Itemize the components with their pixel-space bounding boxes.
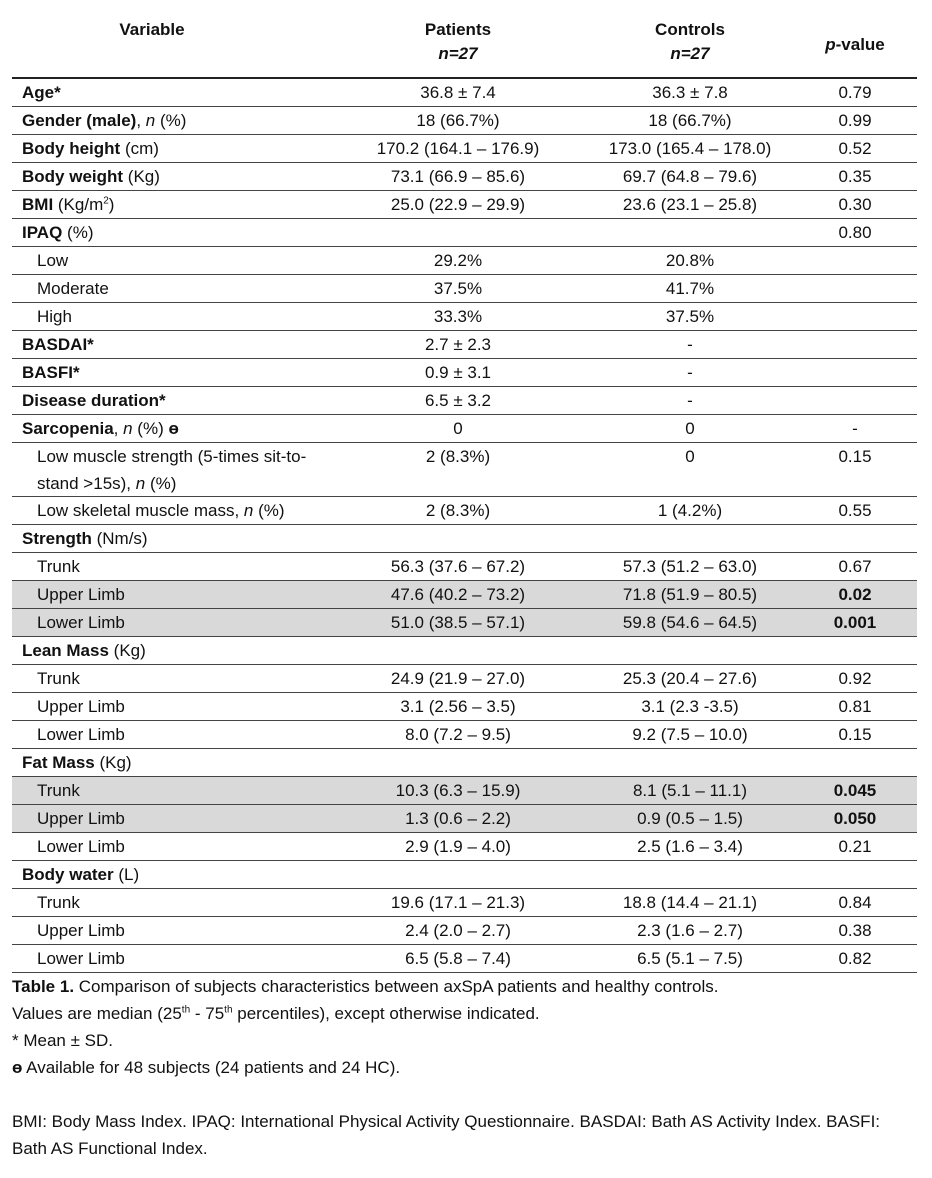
controls-cell: 9.2 (7.5 – 10.0) [632, 725, 748, 744]
variable-cell [12, 163, 332, 190]
header-p-italic: p [825, 35, 836, 54]
abbreviations-note: BMI: Body Mass Index. IPAQ: International Physical Activity Questionnaire. BASDAI: Bath AS Activity Index. BASFI: Bath AS Functional Index. [12, 1112, 881, 1158]
header-patients [358, 18, 558, 66]
table-row [12, 945, 917, 973]
controls-cell: 0 [685, 419, 695, 438]
variable-label-part: (%) [62, 223, 94, 242]
controls-cell: 71.8 (51.9 – 80.5) [622, 585, 758, 604]
patients-cell: 2.4 (2.0 – 2.7) [405, 921, 511, 940]
table-row [12, 79, 917, 107]
table-row [12, 107, 917, 135]
variable-label-part: Trunk [37, 781, 80, 800]
variable-label-part: Low muscle strength (5-times sit-to-stand >15s), [37, 447, 307, 493]
variable-label-part: ɵ [168, 419, 179, 438]
patients-cell: 36.8 ± 7.4 [420, 83, 496, 102]
patients-cell: 56.3 (37.6 – 67.2) [390, 557, 526, 576]
table-row [12, 553, 917, 581]
variable-label-part: Body water [22, 865, 114, 884]
variable-label-part: (Kg) [123, 167, 160, 186]
p-value-cell: 0.80 [838, 223, 872, 242]
variable-cell [12, 359, 332, 386]
variable-cell [12, 833, 332, 860]
patients-cell: 10.3 (6.3 – 15.9) [395, 781, 521, 800]
variable-label-part: Lower Limb [37, 725, 125, 744]
patients-cell: 6.5 (5.8 – 7.4) [405, 949, 511, 968]
table-row [12, 497, 917, 525]
variable-label-part: , [113, 419, 124, 438]
p-value-cell: 0.15 [838, 447, 872, 466]
variable-cell [12, 945, 332, 972]
variable-label-part: (Kg) [94, 753, 132, 772]
variable-label-part: (Kg) [108, 641, 146, 660]
variable-label-part: (Nm/s) [91, 529, 148, 548]
patients-cell: 25.0 (22.9 – 29.9) [390, 195, 526, 214]
header-patients-n: n=27 [438, 44, 478, 63]
patients-cell: 170.2 (164.1 – 176.9) [376, 139, 540, 158]
p-value-cell: 0.045 [833, 781, 877, 800]
variable-cell [12, 191, 332, 218]
variable-label-part: Lower Limb [37, 613, 125, 632]
variable-label-part: Trunk [37, 669, 80, 688]
patients-cell: 0 [453, 419, 463, 438]
table-row [12, 359, 917, 387]
table-row [12, 609, 917, 637]
caption-values-c: percentiles), except otherwise indicated. [232, 1004, 540, 1023]
controls-cell: 18 (66.7%) [648, 111, 732, 130]
patients-cell: 2 (8.3%) [425, 501, 491, 520]
variable-cell [12, 581, 332, 608]
variable-label-part: n [123, 419, 133, 438]
variable-label-part: Lower Limb [37, 949, 125, 968]
p-value-cell: 0.52 [838, 139, 872, 158]
variable-cell [12, 331, 332, 358]
caption-text: Comparison of subjects characteristics between axSpA patients and healthy controls. [74, 977, 719, 996]
p-value-cell: 0.92 [838, 669, 872, 688]
header-controls [590, 18, 790, 66]
caption-avail-line [12, 1054, 912, 1081]
table-row [12, 191, 917, 219]
patients-cell: 19.6 (17.1 – 21.3) [390, 893, 526, 912]
variable-label-part: (%) [155, 111, 187, 130]
controls-cell: 36.3 ± 7.8 [652, 83, 728, 102]
caption-avail-note: Available for 48 subjects (24 patients and 24 HC). [22, 1058, 401, 1077]
p-value-cell: 0.55 [838, 501, 872, 520]
p-value-cell: 0.38 [838, 921, 872, 940]
variable-cell [12, 219, 332, 246]
variable-label-part: Upper Limb [37, 697, 125, 716]
variable-label-part: n [135, 474, 146, 493]
table-row [12, 247, 917, 275]
table-row [12, 637, 917, 665]
header-p-value [805, 33, 905, 57]
variable-label-part: (%) [145, 474, 177, 493]
table-caption [12, 973, 912, 1081]
p-value-cell: 0.79 [838, 83, 872, 102]
table-header [12, 10, 917, 79]
variable-label-part: (%) [132, 419, 169, 438]
table-row [12, 833, 917, 861]
table-row [12, 777, 917, 805]
variable-label-part: , [136, 111, 146, 130]
variable-label-part: Upper Limb [37, 921, 125, 940]
variable-label-part: IPAQ [22, 223, 63, 242]
variable-label-part: Upper Limb [37, 585, 125, 604]
variable-cell [12, 805, 332, 832]
caption-mean-note: * Mean ± SD. [12, 1031, 113, 1050]
header-variable: Variable [119, 20, 185, 39]
variable-cell [12, 303, 332, 330]
controls-cell: 6.5 (5.1 – 7.5) [637, 949, 743, 968]
table-row [12, 303, 917, 331]
variable-label-part: ) [108, 195, 115, 214]
header-controls-n: n=27 [670, 44, 710, 63]
controls-cell: 0 [685, 447, 695, 466]
caption-values-line [12, 1000, 912, 1027]
patients-cell: 2 (8.3%) [425, 447, 491, 466]
patients-cell: 47.6 (40.2 – 73.2) [390, 585, 526, 604]
variable-cell [12, 917, 332, 944]
table-row [12, 331, 917, 359]
patients-cell: 33.3% [433, 307, 483, 326]
controls-cell: 57.3 (51.2 – 63.0) [622, 557, 758, 576]
table-row [12, 749, 917, 777]
controls-cell: 59.8 (54.6 – 64.5) [622, 613, 758, 632]
patients-cell: 18 (66.7%) [416, 111, 500, 130]
controls-cell: 2.3 (1.6 – 2.7) [637, 921, 743, 940]
variable-label-part: Fat Mass [22, 753, 95, 772]
p-value-cell: 0.15 [838, 725, 872, 744]
caption-values-b: - 75 [190, 1004, 225, 1023]
table-row [12, 665, 917, 693]
variable-cell [12, 721, 332, 748]
controls-cell: 20.8% [665, 251, 715, 270]
variable-label-part: Low skeletal muscle mass, [37, 501, 244, 520]
p-value-cell: 0.67 [838, 557, 872, 576]
patients-cell: 51.0 (38.5 – 57.1) [390, 613, 526, 632]
controls-cell: 37.5% [665, 307, 715, 326]
table-row [12, 443, 917, 497]
patients-cell: 2.7 ± 2.3 [424, 335, 492, 354]
variable-label-part: Trunk [37, 893, 80, 912]
variable-cell [12, 693, 332, 720]
patients-cell: 1.3 (0.6 – 2.2) [405, 809, 511, 828]
variable-label-part: Sarcopenia [22, 419, 114, 438]
variable-cell [12, 247, 332, 274]
variable-cell [12, 443, 332, 497]
p-value-cell: 0.21 [838, 837, 872, 856]
variable-cell [12, 135, 332, 162]
header-patients-label: Patients [424, 20, 492, 39]
variable-label-part: 2 [103, 195, 109, 207]
p-value-cell: 0.001 [833, 613, 877, 632]
variable-label-part: Upper Limb [37, 809, 125, 828]
patients-cell: 3.1 (2.56 – 3.5) [400, 697, 516, 716]
patients-cell: 6.5 ± 3.2 [424, 391, 492, 410]
variable-cell [12, 749, 332, 776]
variable-cell [12, 665, 332, 692]
table-row [12, 135, 917, 163]
variable-cell [12, 889, 332, 916]
variable-label-part: (cm) [120, 139, 159, 158]
table-row [12, 581, 917, 609]
variable-label-part: BASFI* [22, 363, 80, 382]
controls-cell: 41.7% [665, 279, 715, 298]
variable-label-part: (Kg/m [53, 195, 104, 214]
table-row [12, 721, 917, 749]
controls-cell: - [687, 363, 693, 382]
caption-title-line [12, 973, 912, 1000]
p-value-cell: - [852, 419, 858, 438]
patients-cell: 29.2% [433, 251, 483, 270]
variable-label-part: Lean Mass [22, 641, 109, 660]
table-row [12, 805, 917, 833]
variable-cell [12, 861, 332, 888]
header-controls-label: Controls [655, 20, 725, 39]
table-row [12, 415, 917, 443]
variable-label-part: Gender (male) [22, 111, 137, 130]
controls-cell: 3.1 (2.3 -3.5) [641, 697, 739, 716]
variable-label-part: High [37, 307, 72, 326]
p-value-cell: 0.84 [838, 893, 872, 912]
table-row [12, 693, 917, 721]
variable-label-part: Lower Limb [37, 837, 125, 856]
table-body [12, 79, 917, 973]
variable-label-part: Low [37, 251, 69, 270]
variable-label-part: BMI [22, 195, 54, 214]
variable-label-part: (%) [253, 501, 285, 520]
variable-cell [12, 497, 332, 524]
p-value-cell: 0.02 [838, 585, 872, 604]
variable-label-part: Body height [22, 139, 121, 158]
variable-cell [12, 415, 332, 442]
patients-cell: 73.1 (66.9 – 85.6) [390, 167, 526, 186]
controls-cell: 0.9 (0.5 – 1.5) [637, 809, 743, 828]
table-row [12, 275, 917, 303]
controls-cell: 23.6 (23.1 – 25.8) [622, 195, 758, 214]
variable-label-part: (L) [113, 865, 140, 884]
variable-cell [12, 609, 332, 636]
caption-sup-2: th [224, 1004, 233, 1016]
p-value-cell: 0.81 [838, 697, 872, 716]
controls-cell: 8.1 (5.1 – 11.1) [632, 781, 748, 800]
p-value-cell: 0.82 [838, 949, 872, 968]
variable-label-part: Strength [22, 529, 92, 548]
variable-label-part: n [145, 111, 156, 130]
table-row [12, 387, 917, 415]
caption-sup-1: th [181, 1004, 191, 1016]
table-row [12, 219, 917, 247]
p-value-cell: 0.35 [838, 167, 872, 186]
caption-title: Table 1. [12, 977, 75, 996]
table-row [12, 861, 917, 889]
variable-cell [12, 553, 332, 580]
controls-cell: - [687, 391, 693, 410]
variable-cell [12, 79, 332, 106]
variable-label-part: Moderate [37, 279, 109, 298]
table-row [12, 163, 917, 191]
p-value-cell: 0.050 [833, 809, 877, 828]
variable-cell [12, 637, 332, 664]
variable-label-part: n [243, 501, 254, 520]
variable-label-part: Body weight [22, 167, 124, 186]
patients-cell: 2.9 (1.9 – 4.0) [405, 837, 511, 856]
controls-cell: - [687, 335, 693, 354]
variable-cell [12, 275, 332, 302]
patients-cell: 8.0 (7.2 – 9.5) [405, 725, 511, 744]
caption-values-a: Values are median (25 [12, 1004, 182, 1023]
caption-avail-symbol: ɵ [12, 1058, 23, 1077]
controls-cell: 2.5 (1.6 – 3.4) [637, 837, 743, 856]
variable-label-part: Trunk [37, 557, 80, 576]
characteristics-table [12, 10, 917, 973]
p-value-cell: 0.30 [838, 195, 872, 214]
table-row [12, 889, 917, 917]
patients-cell: 24.9 (21.9 – 27.0) [390, 669, 526, 688]
table-row [12, 917, 917, 945]
patients-cell: 0.9 ± 3.1 [424, 363, 492, 382]
variable-cell [12, 107, 332, 134]
variable-cell [12, 525, 332, 552]
header-p-rest: -value [835, 35, 885, 54]
variable-label-part: Age* [22, 83, 61, 102]
controls-cell: 1 (4.2%) [657, 501, 723, 520]
controls-cell: 18.8 (14.4 – 21.1) [622, 893, 758, 912]
p-value-cell: 0.99 [838, 111, 872, 130]
variable-label-part: BASDAI* [22, 335, 94, 354]
controls-cell: 25.3 (20.4 – 27.6) [622, 669, 758, 688]
variable-label-part: Disease duration* [22, 391, 166, 410]
table-row [12, 525, 917, 553]
patients-cell: 37.5% [433, 279, 483, 298]
variable-cell [12, 387, 332, 414]
variable-cell [12, 777, 332, 804]
controls-cell: 173.0 (165.4 – 178.0) [608, 139, 772, 158]
controls-cell: 69.7 (64.8 – 79.6) [622, 167, 758, 186]
